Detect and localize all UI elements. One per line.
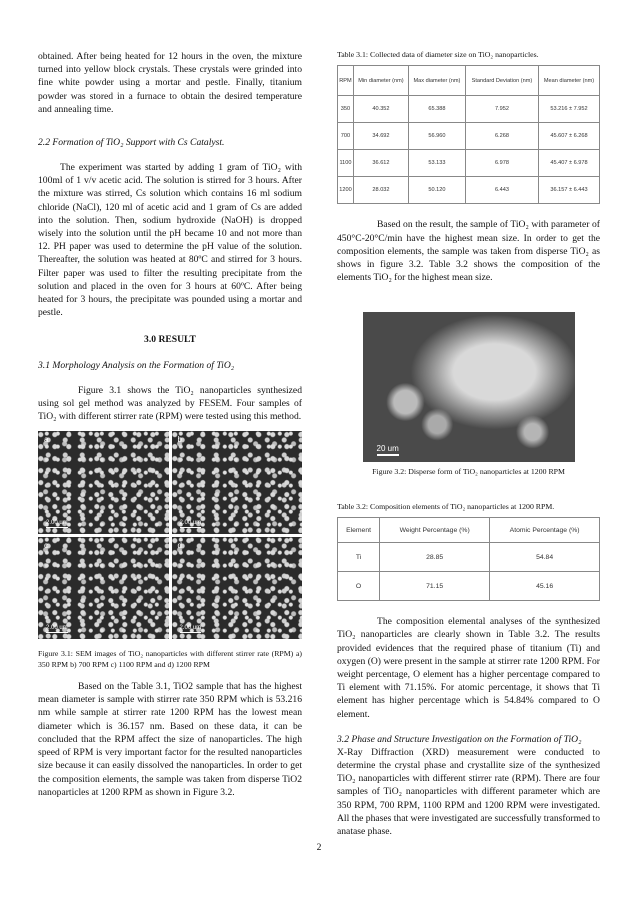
table-cell: 6.268 [465, 123, 538, 150]
sem-label: d [177, 540, 182, 550]
table-3-1-discussion: Based on the Table 3.1, TiO2 sample that has the highest mean diameter is sample with stirrer rate 350 RPM which is 53.216 nm while sample at stirrer rate 1200 RPM has the lowest mean diameter which is 36.157 nm. Based on these data, it can be concluded that the RPM affect the size of nanoparticles. The high speed of RPM is very important factor for the resulted nanoparticles size because it can easily dissolved the nanoparticles. In order to get the composition elements, the sample was taken from disperse TiO2 nanoparticles at 1200 RPM as shown in Figure 3.2. [38, 681, 302, 798]
table-3-2 [337, 517, 600, 601]
table-cell: 34.692 [353, 123, 408, 150]
table-cell: 71.15 [380, 572, 490, 601]
table-row [338, 177, 600, 204]
figure-3-2-sem-image [363, 312, 575, 462]
table-cell: 65.388 [409, 96, 466, 123]
table-header-cell: Mean diameter (nm) [539, 66, 600, 96]
table-cell: 45.607 ± 6.268 [539, 123, 600, 150]
table-cell: 56.960 [409, 123, 466, 150]
section-3-2-body: X-Ray Diffraction (XRD) measurement were conducted to determine the crystal phase and crystallite size of the synthesized TiO₂ nanoparticles with different stirrer rate (RPM). There are four samples of TiO₂ nanoparticles with different parameter which are 350 RPM, 700 RPM, 1100 RPM and 1200 RPM were investigated. All the phases that were investigated are successfully transformed to anatase phase. [337, 746, 600, 838]
table-header-cell: RPM [338, 66, 354, 96]
sem-label: a [44, 435, 49, 445]
table-header-cell: Element [338, 518, 380, 543]
table-cell: 53.216 ± 7.952 [539, 96, 600, 123]
left-column [38, 50, 302, 799]
figure-3-2-caption: Figure 3.2: Disperse form of TiO₂ nanoparticles at 1200 RPM [372, 467, 565, 477]
figure-3-1-sem-images [38, 431, 302, 639]
sem-image-b [172, 431, 303, 534]
table-header-cell: Min diameter (nm) [353, 66, 408, 96]
right-column [337, 50, 600, 838]
table-header-cell: Max diameter (nm) [409, 66, 466, 96]
table-row [338, 543, 600, 572]
table-3-2-caption: Table 3.2: Composition elements of TiO₂ nanoparticles at 1200 RPM. [337, 501, 555, 511]
section-2-2-body: The experiment was started by adding 1 gram of TiO₂ with 100ml of 1 v/v acetic acid. The solution is stirred for 3 hours. After the mixture was stirred, Cs solution which contains 16 ml sodium chloride (NaCl), 120 ml of acetic acid and 1 gram of Cs are added into the solution. Then, sodium hydroxide (NaOH) is dropped wisely into the solution until the pH became 10 and not more than 12. PH paper was used to determine the pH value of the solution. Thereafter, the solution was heated at 80ºC and stirred for 3 hours. Filter paper was used to filter the resulting precipitate from the solution and placed in the oven for 3 hours at 60ºC. After being heated for 3 hours, the precipitate was pounded using a mortar and pestle. [38, 162, 302, 319]
table-cell: 1200 [338, 177, 354, 204]
scale-bar: 2.00 um [46, 519, 68, 526]
table-cell: 700 [338, 123, 354, 150]
table-cell: 45.407 ± 6.978 [539, 150, 600, 177]
table-cell: 45.16 [490, 572, 600, 601]
table-3-1-caption: Table 3.1: Collected data of diameter size on TiO₂ nanoparticles. [337, 50, 539, 59]
table-cell: 28.032 [353, 177, 408, 204]
section-2-2-heading: 2.2 Formation of TiO₂ Support with Cs Catalyst. [38, 137, 225, 149]
table-cell: 36.157 ± 6.443 [539, 177, 600, 204]
scale-bar: 2.00 um [46, 625, 68, 632]
sem-image-a [38, 431, 169, 534]
table-cell: 53.133 [409, 150, 466, 177]
table-cell: 50.120 [409, 177, 466, 204]
table-cell: 350 [338, 96, 354, 123]
page-number: 2 [316, 842, 322, 853]
table-header-cell: Standard Deviation (nm) [465, 66, 538, 96]
table-header-cell: Atomic Percentage (%) [490, 518, 600, 543]
table-cell: 40.352 [353, 96, 408, 123]
sem-label: c [44, 540, 48, 550]
table-header-cell: Weight Percentage (%) [380, 518, 490, 543]
table-row [338, 123, 600, 150]
composition-paragraph: The composition elemental analyses of the synthesized TiO₂ nanoparticles are clearly shown in Table 3.2. The results provided evidences that the required phase of titanium (Ti) and oxygen (O) were present in the sample at stirrer rate 1200 RPM. For weight percentage, O element has a higher percentage compared to Ti element with 71.15%. For atomic percentage, it shows that Ti element has higher percentage which is 54.84% compared to O element. [337, 616, 600, 720]
scale-bar: 2.00 um [179, 519, 202, 526]
table-3-1 [337, 65, 600, 204]
sem-image-d [172, 537, 303, 640]
table-header-row [338, 518, 600, 543]
table-cell: 7.952 [465, 96, 538, 123]
scale-bar: 2.00 um [179, 625, 202, 632]
table-cell: 1100 [338, 150, 354, 177]
section-3-2-heading: 3.2 Phase and Structure Investigation on the Formation of TiO₂ [337, 733, 582, 745]
sem-image-c [38, 537, 169, 640]
intro-paragraph: obtained. After being heated for 12 hours in the oven, the mixture turned into yellow block crystals. These crystals were grinded into fine white powder using a mortar and pestle. Finally, titanium powder was stored in a furnace to obtain the desired temperature and annealing time. [38, 51, 302, 115]
table-cell: 6.443 [465, 177, 538, 204]
table-cell: 6.978 [465, 150, 538, 177]
table-cell: 36.612 [353, 150, 408, 177]
result-paragraph: Based on the result, the sample of TiO₂ with parameter of 450°C-20°C/min have the highest mean size. In order to get the composition elements, the sample was taken from disperse TiO₂ as shows in figure 3.2. Table 3.2 shows the composition of the elements TiO₂ for the highest mean size. [337, 219, 600, 284]
table-header-row [338, 66, 600, 96]
section-3-1-body: Figure 3.1 shows the TiO₂ nanoparticles synthesized using sol gel method was analyzed by FESEM. Four samples of TiO₂ with different stirrer rate (RPM) were tested using this method. [38, 384, 302, 423]
sem-label: b [177, 435, 182, 445]
figure-3-1-caption: Figure 3.1: SEM images of TiO₂ nanoparticles with different stirrer rate (RPM) a) 350 RPM b) 700 RPM c) 1100 RPM and d) 1200 RPM [38, 649, 302, 669]
table-cell: O [338, 572, 380, 601]
table-cell: Ti [338, 543, 380, 572]
table-row [338, 150, 600, 177]
table-cell: 54.84 [490, 543, 600, 572]
table-row [338, 572, 600, 601]
table-row [338, 96, 600, 123]
scale-bar: 20 um [377, 444, 399, 456]
result-heading: 3.0 RESULT [144, 334, 196, 346]
section-3-1-heading: 3.1 Morphology Analysis on the Formation of TiO₂ [38, 359, 235, 371]
table-cell: 28.85 [380, 543, 490, 572]
